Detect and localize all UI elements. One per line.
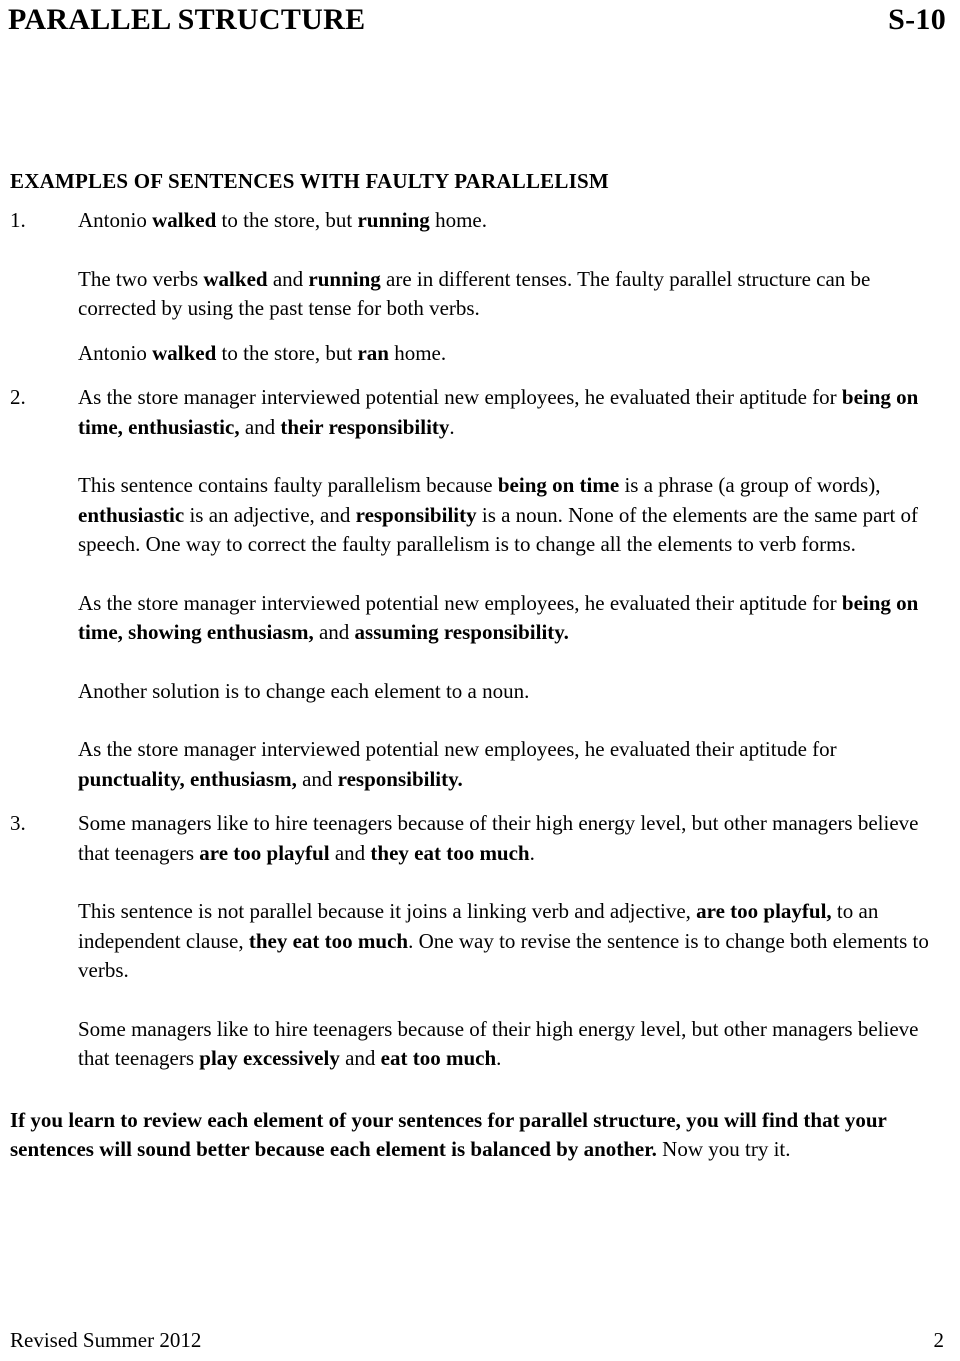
item-number: 1. [10,208,26,232]
spacer [10,1074,946,1106]
closing-plain: Now you try it. [656,1137,791,1161]
sentence-bold: being on time, [78,385,919,439]
item-correction [78,1015,946,1074]
explanation-bold: they eat too much [248,928,409,953]
correction-bold: being on time, [78,590,919,644]
spacer [10,868,946,897]
sentence-part: to the store, but [216,208,358,232]
item-correction-nouns [78,735,946,794]
explanation-bold: are too playful, [696,899,832,923]
explanation-part: is an adjective, and [184,502,356,527]
explanation-part: are in different tenses. The faulty parallel structure can be corrected by using the past tense for both verbs. [78,266,871,320]
correction-part: and [296,766,338,791]
spacer [10,236,946,265]
correction-bold: assuming responsibility. [354,620,569,644]
item-body [78,383,946,442]
explanation-part: The two verbs [78,266,204,291]
item-explanation [78,897,946,986]
explanation-bold: running [308,266,381,291]
sentence-part: and [239,414,281,439]
alternate-solution-note: Another solution is to change each element to a noun. [78,678,530,703]
explanation-part: and [267,266,309,291]
explanation-part: is a noun. None of the elements are the same part of speech. One way to correct the faulty parallelism is to change all the elements to verb forms. [78,502,919,556]
sentence-part: . [449,414,455,439]
explanation-bold: responsibility [355,502,477,527]
correction-part: As the store manager interviewed potential new employees, he evaluated their aptitude for [78,737,837,761]
closing-paragraph [10,1106,946,1165]
correction-part: home. [388,340,447,365]
item-explanation [78,471,946,560]
item-body [78,809,946,868]
item-body [78,206,946,236]
spacer [10,986,946,1015]
page-title: PARALLEL STRUCTURE [8,3,366,36]
correction-bold: showing enthusiasm, [128,620,314,644]
item-correction-verbs [78,589,946,648]
sentence-bold: they eat too much [370,840,530,865]
document-header [8,2,946,38]
explanation-part: This sentence contains faulty parallelism because [78,473,498,497]
explanation-bold: enthusiastic [78,502,185,527]
spacer [10,368,946,383]
footer-revision: Revised Summer 2012 [10,1328,202,1352]
sentence-bold: their responsibility [280,414,450,439]
document-body [10,168,946,1165]
correction-bold: responsibility. [337,766,463,791]
explanation-bold: being on time [497,473,620,497]
sentence-part: Some managers like to hire teenagers because of their high energy level, but other managers believe that teenagers [78,811,919,865]
correction-part: and [339,1046,381,1070]
correction-part: to the store, but [216,340,358,365]
document-footer [10,1327,944,1353]
item-sentence [78,206,946,236]
spacer [10,442,946,471]
item-sentence [78,383,946,442]
explanation-part: . One way to revise the sentence is to change both elements to verbs. [78,928,929,982]
sentence-bold: running [357,208,430,232]
footer-page-number: 2 [933,1328,944,1352]
item-sentence [78,809,946,868]
correction-bold: ran [357,340,389,365]
correction-bold: enthusiasm, [190,766,297,791]
correction-bold: eat too much [380,1046,497,1070]
item-number: 2. [10,385,26,409]
explanation-part: is a phrase (a group of words), [619,473,881,497]
explanation-part: to an independent clause, [78,899,879,953]
sentence-part: . [529,840,535,865]
sentence-bold: enthusiastic, [128,414,240,439]
page-code: S-10 [888,3,946,36]
correction-part: and [313,620,355,644]
sentence-bold: walked [152,208,217,232]
correction-part: As the store manager interviewed potential new employees, he evaluated their aptitude for [78,590,842,615]
list-item [10,206,946,236]
spacer [10,706,946,735]
item-correction [78,339,946,369]
sentence-part: home. [429,208,487,232]
correction-part: . [496,1046,502,1070]
explanation-part: This sentence is not parallel because it joins a linking verb and adjective, [78,899,697,923]
explanation-bold: walked [203,266,268,291]
correction-bold: walked [152,340,217,365]
closing-bold: If you learn to review each element of your sentences for parallel structure, you will find that your sentences will sound better because each element is balanced by another. [10,1107,887,1161]
sentence-bold: are too playful [199,840,330,865]
item-explanation [78,265,946,324]
sentence-part: and [329,840,371,865]
correction-bold: punctuality, [78,766,185,791]
correction-part: Antonio [78,340,153,365]
spacer [10,324,946,339]
correction-part: Some managers like to hire teenagers because of their high energy level, but other managers believe that teenagers [78,1016,919,1070]
correction-bold: play excessively [199,1046,340,1070]
spacer [10,560,946,589]
section-heading: EXAMPLES OF SENTENCES WITH FAULTY PARALLELISM [10,169,609,193]
spacer [10,794,946,809]
sentence-part: Antonio [78,208,153,232]
list-item [10,809,946,868]
sentence-part: As the store manager interviewed potential new employees, he evaluated their aptitude for [78,385,842,409]
item-number: 3. [10,811,26,835]
spacer [10,648,946,677]
list-item [10,383,946,442]
